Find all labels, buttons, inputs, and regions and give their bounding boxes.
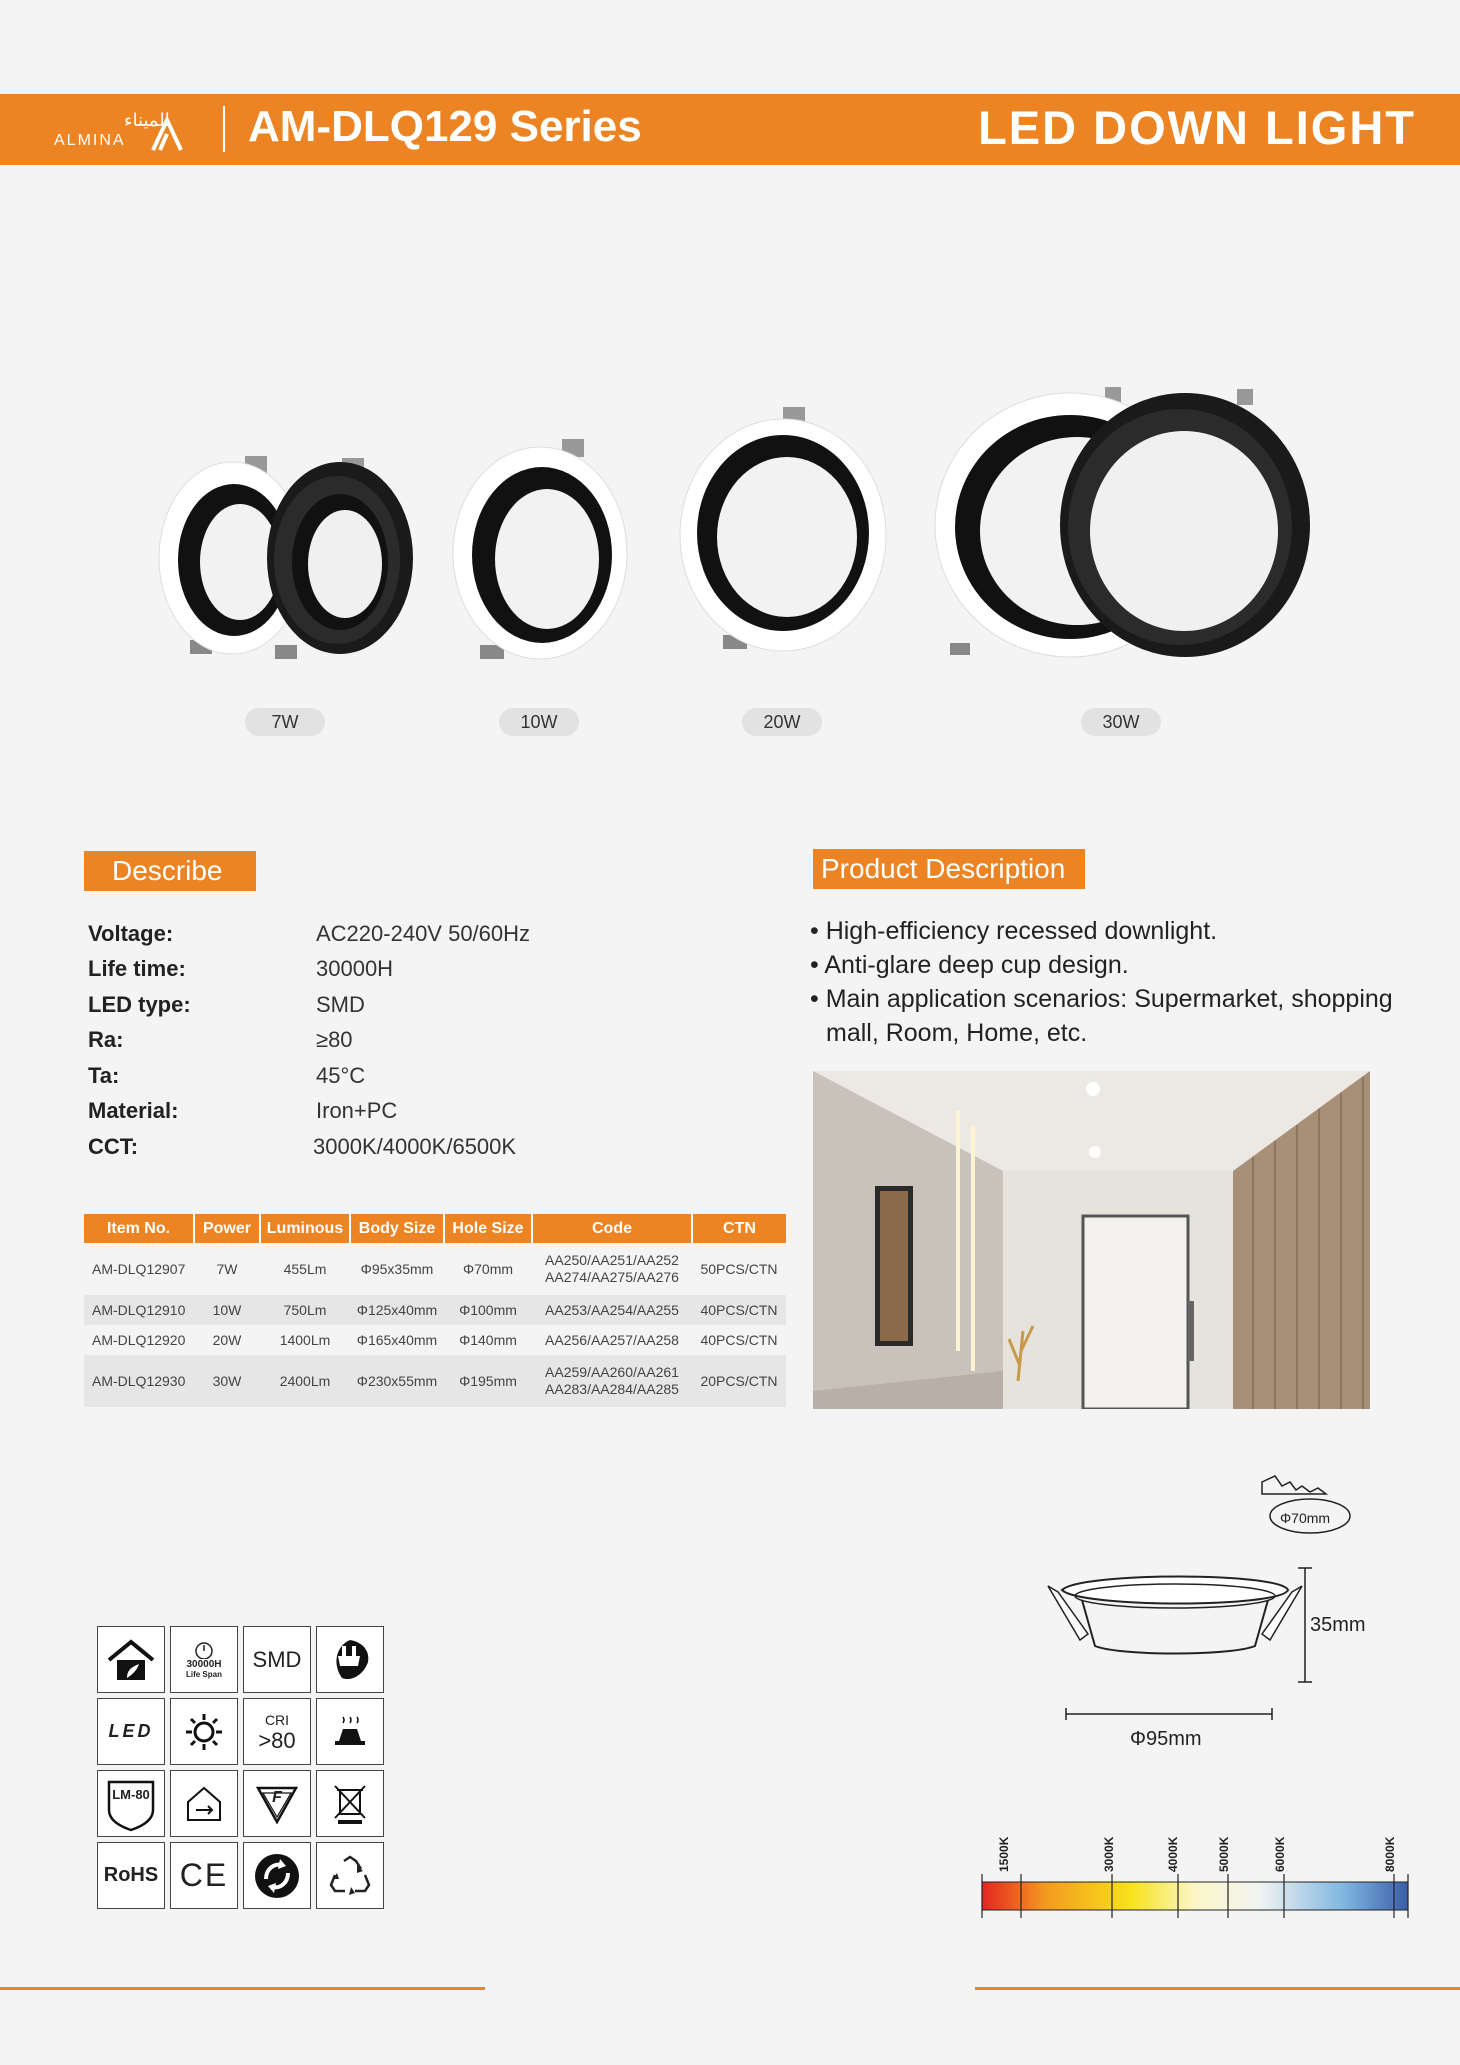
spec-key: Material: <box>88 1098 179 1123</box>
product-description-heading: Product Description <box>813 849 1085 889</box>
cell-code <box>532 1243 692 1295</box>
cell-code: AA253/AA254/AA255 <box>532 1295 692 1325</box>
code-line: AA250/AA251/AA252 <box>545 1252 679 1268</box>
product-image-7w <box>150 440 420 680</box>
spec-key: Voltage: <box>88 921 174 946</box>
lm80-icon <box>97 1770 165 1837</box>
spec-key: Life time: <box>88 956 186 981</box>
cell-body: Φ230x55mm <box>350 1355 444 1407</box>
life-span-number: 30000H <box>186 1659 222 1670</box>
heat-dissipation-icon <box>316 1698 384 1765</box>
brightness-icon <box>170 1698 238 1765</box>
smd-icon <box>243 1626 311 1693</box>
spec-key: LED type: <box>88 992 191 1017</box>
recycle-circle-icon <box>243 1842 311 1909</box>
col-item-no: Item No. <box>84 1214 194 1243</box>
col-code: Code <box>532 1214 692 1243</box>
f-mark-text: F <box>272 1789 282 1806</box>
cell-body: Φ95x35mm <box>360 1260 434 1277</box>
cell-power: 7W <box>216 1260 238 1277</box>
recycle-icon <box>316 1842 384 1909</box>
cri-icon <box>243 1698 311 1765</box>
code-line: AA259/AA260/AA261 <box>545 1364 679 1380</box>
eco-plug-icon <box>316 1626 384 1693</box>
led-text: LED <box>108 1721 154 1741</box>
product-label-20w: 20W <box>742 708 822 736</box>
cell-item: AM-DLQ12930 <box>84 1355 194 1407</box>
bullet-item: • Main application scenarios: Supermarket, shopping mall, Room, Home, etc. <box>810 985 1393 1047</box>
cell-power: 30W <box>194 1355 260 1407</box>
spec-value: 30000H <box>316 956 394 981</box>
cell-body: Φ125x40mm <box>350 1295 444 1325</box>
cell-luminous: 1400Lm <box>279 1331 331 1348</box>
table-row <box>84 1355 786 1407</box>
cct-tick-label: 4000K <box>1166 1836 1180 1872</box>
col-hole-size: Hole Size <box>444 1214 532 1243</box>
category-title: LED DOWN LIGHT <box>978 101 1416 154</box>
spec-value: Iron+PC <box>316 1098 398 1123</box>
spec-key: Ra: <box>88 1027 124 1052</box>
smd-text: SMD <box>252 1646 302 1672</box>
product-description-list <box>810 914 1410 1050</box>
table-row <box>84 1243 786 1295</box>
spec-value: 3000K/4000K/6500K <box>313 1134 517 1159</box>
cct-gradient-bar <box>975 1874 1415 1930</box>
col-luminous: Luminous <box>260 1214 350 1243</box>
cct-tick-label: 6000K <box>1273 1836 1287 1872</box>
ce-icon <box>170 1842 238 1909</box>
cell-item: AM-DLQ12907 <box>92 1260 186 1277</box>
spec-key: Ta: <box>88 1063 120 1088</box>
footer-line-right <box>975 1987 1460 1990</box>
life-span-text: Life Span <box>185 1670 222 1679</box>
code-line: AA283/AA284/AA285 <box>545 1381 679 1397</box>
footer-line-left <box>0 1987 485 1990</box>
cell-code <box>532 1355 692 1407</box>
hole-size-label: Φ70mm <box>1280 1510 1331 1526</box>
ce-text: CE <box>179 1857 229 1893</box>
logo-mark-icon <box>150 116 184 152</box>
weee-bin-icon <box>316 1770 384 1837</box>
cell-luminous: 750Lm <box>260 1295 350 1325</box>
col-power: Power <box>194 1214 260 1243</box>
cell-ctn: 20PCS/CTN <box>692 1355 786 1407</box>
spec-key: CCT: <box>88 1134 139 1159</box>
describe-heading: Describe <box>84 851 256 891</box>
cell-hole: Φ100mm <box>444 1295 532 1325</box>
cell-item: AM-DLQ12920 <box>92 1331 186 1348</box>
room-application-photo <box>813 1071 1370 1409</box>
height-label: 35mm <box>1310 1614 1366 1636</box>
f-mark-icon <box>243 1770 311 1837</box>
spec-table <box>84 1214 786 1407</box>
col-body-size: Body Size <box>350 1214 444 1243</box>
spec-value: AC220-240V 50/60Hz <box>316 921 531 946</box>
product-label-30w: 30W <box>1081 708 1161 736</box>
spec-value: ≥80 <box>316 1027 353 1052</box>
cell-power: 10W <box>194 1295 260 1325</box>
cct-tick-label: 3000K <box>1102 1836 1116 1872</box>
logo-arabic-text: الميناء <box>124 110 170 131</box>
lm80-text: LM-80 <box>112 1787 150 1802</box>
header-bar <box>0 94 1460 165</box>
product-image-20w <box>675 405 890 660</box>
cct-scale <box>975 1830 1415 1930</box>
led-icon <box>97 1698 165 1765</box>
cell-hole: Φ140mm <box>459 1331 517 1348</box>
spec-value: SMD <box>316 992 365 1017</box>
indoor-only-icon <box>170 1770 238 1837</box>
cct-tick-label: 5000K <box>1217 1836 1231 1872</box>
code-line: AA274/AA275/AA276 <box>545 1269 679 1285</box>
cell-code: AA256/AA257/AA258 <box>545 1331 679 1348</box>
header-divider <box>223 106 225 152</box>
table-row <box>84 1295 786 1325</box>
rohs-text: RoHS <box>103 1864 159 1886</box>
bullet-item: • High-efficiency recessed downlight. <box>810 917 1218 945</box>
cell-body: Φ165x40mm <box>356 1331 438 1348</box>
product-image-30w <box>930 385 1315 670</box>
logo-brand-text: ALMINA <box>54 132 126 149</box>
cell-luminous: 455Lm <box>283 1260 327 1277</box>
table-header-row <box>84 1214 786 1243</box>
series-title: AM-DLQ129 Series <box>248 102 642 151</box>
table-row <box>84 1325 786 1355</box>
cell-hole: Φ70mm <box>462 1260 514 1277</box>
product-image-10w <box>450 435 645 670</box>
cri-value: >80 <box>258 1727 296 1753</box>
spec-value: 45°C <box>316 1063 366 1088</box>
cell-ctn: 40PCS/CTN <box>692 1295 786 1325</box>
product-label-10w: 10W <box>499 708 579 736</box>
cell-ctn: 50PCS/CTN <box>700 1260 778 1277</box>
col-ctn: CTN <box>692 1214 786 1243</box>
indoor-use-icon <box>97 1626 165 1693</box>
cell-item: AM-DLQ12910 <box>84 1295 194 1325</box>
cct-tick-label: 1500K <box>997 1836 1011 1872</box>
rohs-icon <box>97 1842 165 1909</box>
cell-power: 20W <box>212 1331 242 1348</box>
cct-tick-label: 8000K <box>1383 1836 1397 1872</box>
brand-logo <box>52 104 187 156</box>
life-span-icon <box>170 1626 238 1693</box>
cell-ctn: 40PCS/CTN <box>700 1331 778 1348</box>
dimension-diagram <box>1040 1472 1370 1762</box>
cell-hole: Φ195mm <box>444 1355 532 1407</box>
product-label-7w: 7W <box>245 708 325 736</box>
cri-label: CRI <box>264 1711 290 1728</box>
diameter-label: Φ95mm <box>1130 1728 1202 1750</box>
bullet-item: • Anti-glare deep cup design. <box>810 951 1129 979</box>
cell-luminous: 2400Lm <box>260 1355 350 1407</box>
